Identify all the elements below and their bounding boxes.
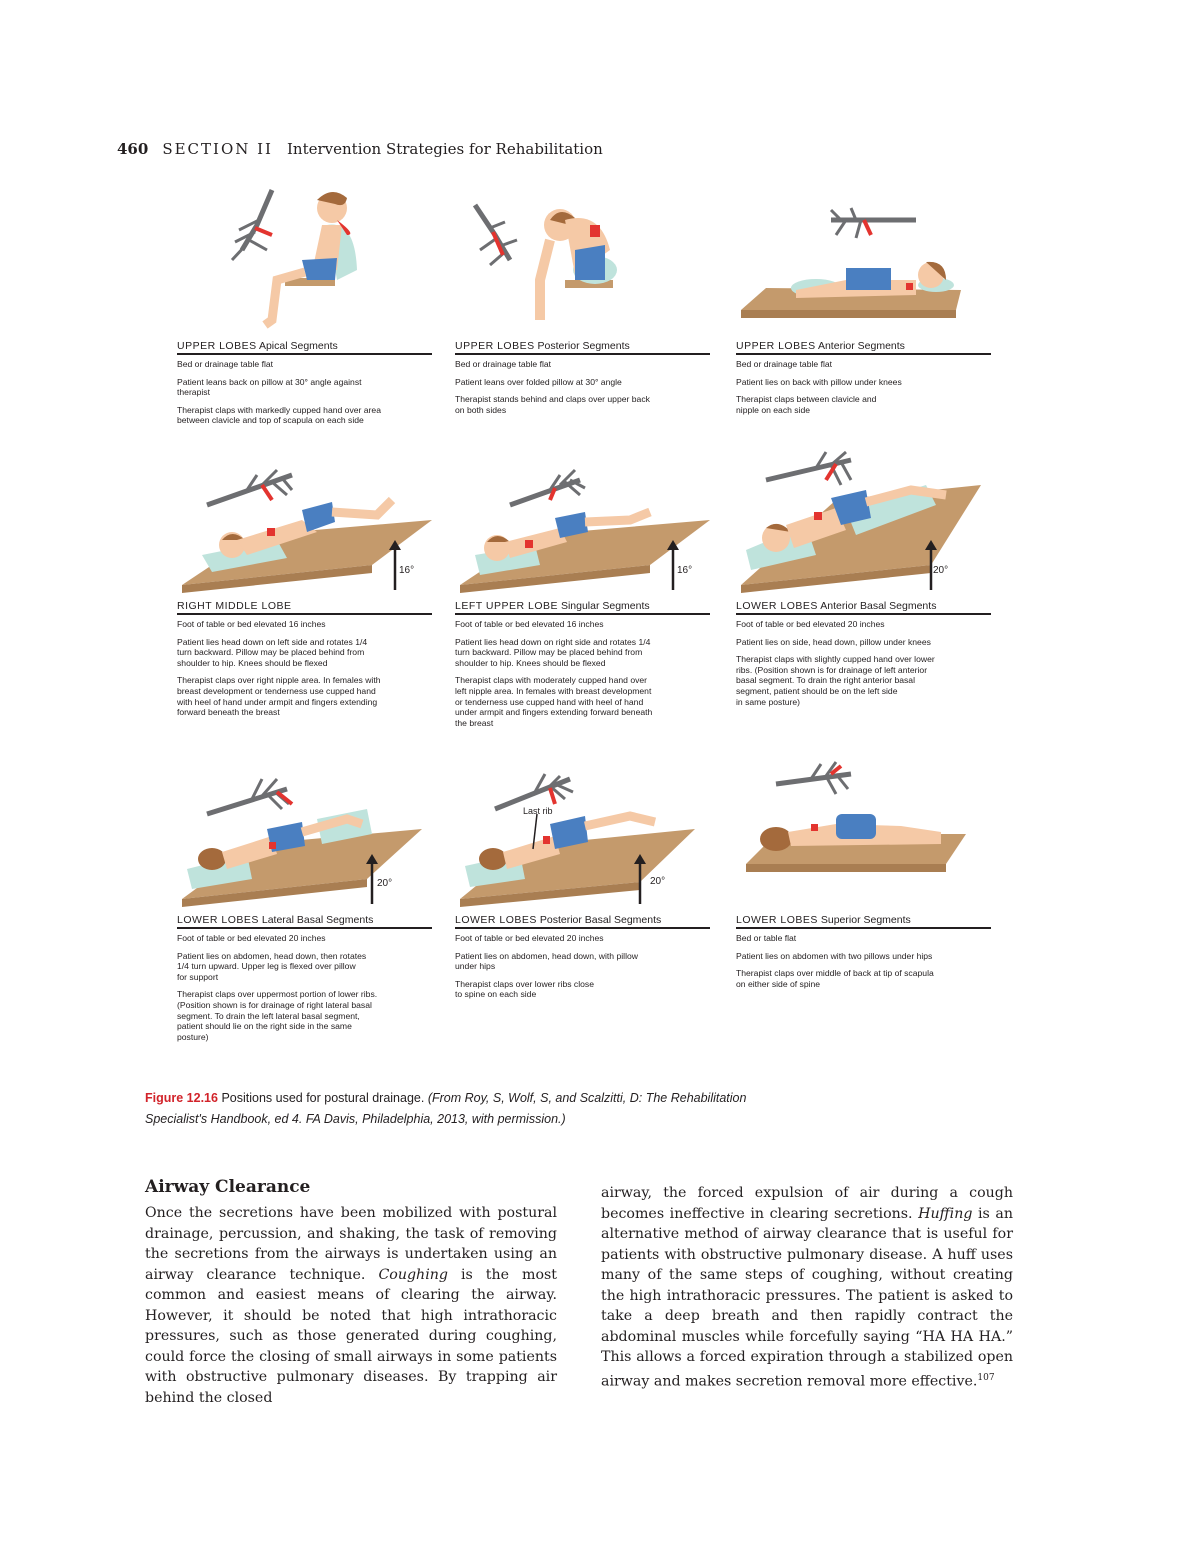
instruction-line: Patient lies on abdomen, head down, then rotates 1/4 turn upward. Upper leg is flexed over pillow for support bbox=[177, 950, 367, 982]
lung-tree-icon bbox=[510, 470, 585, 505]
instruction-line: Patient lies on side, head down, pillow under knees bbox=[736, 636, 931, 647]
figure-source: (From Roy, S, Wolf, S, and Scalzitti, D: The Rehabilitation Specialist's Handbook, ed 4. FA Davis, Philadelphia, 2013, with permission.) bbox=[145, 1091, 747, 1126]
figure-drawing bbox=[177, 180, 432, 340]
instruction-line: Therapist claps over right nipple area. In females with breast development or tenderness use cupped hand with heel of hand under armpit and fingers extending forward beneath the breast bbox=[177, 675, 381, 718]
figure-drawing bbox=[455, 440, 715, 602]
illustration-prone-flat bbox=[736, 754, 1006, 914]
figure-drawing bbox=[177, 754, 437, 916]
term-huffing: Huffing bbox=[918, 1205, 973, 1222]
illustration-tilted-side-right bbox=[455, 440, 725, 600]
panel-caption: UPPER LOBES Anterior Segments bbox=[736, 340, 991, 355]
elevation-angle: 20° bbox=[377, 878, 393, 889]
instruction-line: Patient lies head down on right side and rotates 1/4 turn backward. Pillow may be placed behind from shoulder to hip. Knees should be flexed bbox=[455, 636, 651, 668]
instruction-line: Therapist claps between clavicle and nipple on each side bbox=[736, 394, 877, 415]
panel-caption: RIGHT MIDDLE LOBE bbox=[177, 600, 432, 615]
panel-caption: UPPER LOBES Posterior Segments bbox=[455, 340, 710, 355]
illustration-lean-forward bbox=[455, 180, 725, 340]
last-rib-callout: Last rib bbox=[523, 806, 553, 816]
lung-tree-icon bbox=[766, 452, 851, 485]
instruction-line: Therapist claps with markedly cupped hand over area between clavicle and top of scapula on each side bbox=[177, 404, 381, 426]
panel-right-middle-lobe bbox=[177, 440, 432, 725]
panel-lower-posterior-basal bbox=[455, 754, 710, 1007]
section-label: SECTION II bbox=[162, 140, 273, 158]
illustration-tilted-side-knees bbox=[736, 440, 1006, 600]
figure-drawing bbox=[455, 754, 715, 916]
instruction-line: Bed or drainage table flat bbox=[177, 359, 274, 369]
elevation-angle: 20° bbox=[933, 565, 949, 576]
lung-tree-icon bbox=[495, 774, 573, 809]
term-coughing: Coughing bbox=[378, 1266, 448, 1283]
lung-tree-icon bbox=[232, 190, 272, 260]
panel-caption: UPPER LOBES Apical Segments bbox=[177, 340, 432, 355]
instruction-line: Foot of table or bed elevated 16 inches bbox=[177, 619, 326, 629]
figure-drawing bbox=[455, 180, 710, 340]
panel-upper-apical bbox=[177, 180, 432, 433]
panel-caption: LEFT UPPER LOBE Singular Segments bbox=[455, 600, 710, 615]
elevation-angle: 20° bbox=[650, 876, 666, 887]
panel-caption: LOWER LOBES Anterior Basal Segments bbox=[736, 600, 991, 615]
instruction-line: Bed or drainage table flat bbox=[736, 359, 833, 369]
illustration-tilted-prone bbox=[455, 754, 725, 914]
instruction-line: Patient leans back on pillow at 30° angle against therapist bbox=[177, 376, 362, 398]
body-column-right: airway, the forced expulsion of air during a cough becomes ineffective in clearing secretions. Huffing is an alternative method of airway clearance that is useful for patients with obstructive pulmonary disease. A huff uses many of the same steps of coughing, without creating the high intrathoracic pressures. The patient is asked to take a deep breath and then rapidly contract the abdominal muscles while forcefully saying “HA HA HA.” This allows a forced expiration through a stabilized open airway and makes secretion removal more effective.$^{107}$ bbox=[601, 1185, 1013, 1390]
instruction-line: Patient lies on abdomen with two pillows under hips bbox=[736, 950, 933, 961]
instruction-line: Patient lies on abdomen, head down, with pillow under hips bbox=[455, 950, 638, 972]
instruction-line: Bed or table flat bbox=[736, 933, 797, 943]
lung-tree-icon bbox=[207, 779, 292, 814]
instruction-line: Foot of table or bed elevated 16 inches bbox=[455, 619, 604, 629]
instruction-line: Patient lies on back with pillow under knees bbox=[736, 376, 902, 387]
lung-tree-icon bbox=[831, 208, 916, 238]
section-title: Intervention Strategies for Rehabilitation bbox=[287, 140, 603, 158]
panel-lower-superior bbox=[736, 754, 991, 996]
instruction-line: Therapist claps over lower ribs close to spine on each side bbox=[455, 978, 594, 1000]
instruction-line: Patient lies head down on left side and rotates 1/4 turn backward. Pillow may be placed behind from shoulder to hip. Knees should be flexed bbox=[177, 636, 368, 668]
elevation-angle: 16° bbox=[399, 565, 415, 576]
panel-lower-lateral-basal bbox=[177, 754, 432, 1049]
panel-upper-anterior bbox=[736, 180, 991, 422]
reference-number: 107 bbox=[977, 1372, 995, 1383]
instruction-line: Therapist stands behind and claps over upper back on both sides bbox=[455, 394, 650, 415]
instruction-line: Foot of table or bed elevated 20 inches bbox=[177, 933, 326, 943]
page-number: 460 bbox=[117, 140, 149, 158]
instruction-line: Therapist claps over uppermost portion of lower ribs. (Position shown is for drainage of right lateral basal segment. To drain the left lateral basal segment, patient should lie on the right side in the same posture) bbox=[177, 989, 378, 1042]
figure-caption-text: Positions used for postural drainage. bbox=[221, 1091, 425, 1105]
illustration-tilted-prone-rotated bbox=[177, 754, 447, 914]
running-header bbox=[117, 140, 603, 158]
panel-lower-anterior-basal bbox=[736, 440, 991, 714]
panel-left-upper-lobe bbox=[455, 440, 710, 735]
panel-caption: LOWER LOBES Posterior Basal Segments bbox=[455, 914, 710, 929]
panel-upper-posterior bbox=[455, 180, 710, 422]
figure-caption bbox=[145, 1088, 785, 1130]
illustration-tilted-side bbox=[177, 440, 447, 600]
instruction-line: Foot of table or bed elevated 20 inches bbox=[455, 933, 604, 943]
lung-tree-icon bbox=[475, 205, 517, 265]
body-column-left: Once the secretions have been mobilized with postural drainage, percussion, and shaking, the task of removing the secretions from the airways is undertaken using an airway clearance technique. Coughing is the most common and easiest means of clearing the airway. However, it should be noted that high intrathoracic pressures, such as those generated during coughing, could force the closing of small airways in some patients with obstructive pulmonary diseases. By trapping air behind the closed bbox=[145, 1205, 557, 1406]
panel-caption: LOWER LOBES Superior Segments bbox=[736, 914, 991, 929]
section-heading: Airway Clearance bbox=[145, 1177, 311, 1197]
illustration-supine-flat bbox=[736, 180, 1006, 340]
instruction-line: Therapist claps with moderately cupped hand over left nipple area. In females with breast development or tenderness use cupped hand with heel of hand under armpit and fingers extending forward beneath the breast bbox=[455, 675, 653, 728]
figure-label: Figure 12.16 bbox=[145, 1091, 218, 1105]
instruction-line: Patient leans over folded pillow at 30° angle bbox=[455, 376, 622, 387]
instruction-line: Therapist claps with slightly cupped hand over lower ribs. (Position shown is for drainage of left anterior basal segment. To drain the right anterior basal segment, patient should be on the left side in same posture) bbox=[736, 654, 935, 707]
illustration-sitting-lean-back bbox=[177, 180, 447, 340]
figure-drawing bbox=[736, 754, 996, 916]
figure-drawing bbox=[177, 440, 437, 602]
panel-caption: LOWER LOBES Lateral Basal Segments bbox=[177, 914, 432, 929]
elevation-angle: 16° bbox=[677, 565, 693, 576]
lung-tree-icon bbox=[776, 762, 851, 794]
instruction-line: Therapist claps over middle of back at tip of scapula on either side of spine bbox=[736, 968, 934, 989]
instruction-line: Foot of table or bed elevated 20 inches bbox=[736, 619, 885, 629]
instruction-line: Bed or drainage table flat bbox=[455, 359, 552, 369]
lung-tree-icon bbox=[207, 470, 292, 505]
figure-drawing bbox=[736, 180, 991, 340]
figure-drawing bbox=[736, 440, 996, 602]
